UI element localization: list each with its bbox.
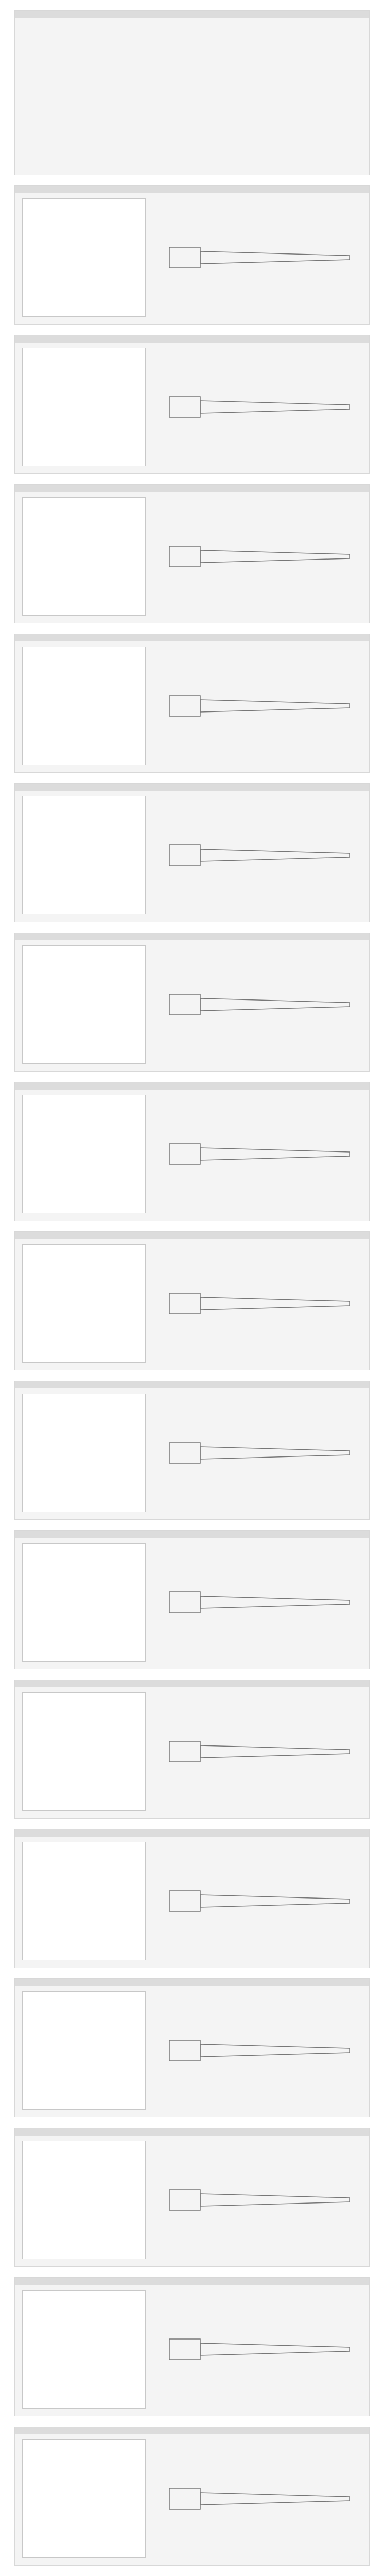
technical-drawing <box>164 1397 360 1509</box>
block-header-bar <box>15 2128 369 2136</box>
spec-table <box>22 945 146 1064</box>
product-block <box>14 634 370 773</box>
spec-table <box>22 647 146 765</box>
product-block <box>14 1978 370 2117</box>
technical-drawing <box>164 500 360 613</box>
spec-table <box>22 1394 146 1512</box>
technical-drawing-svg <box>164 2293 360 2405</box>
technical-drawing-svg <box>164 1696 360 1808</box>
technical-drawing <box>164 799 360 911</box>
block-header-bar <box>15 1979 369 1986</box>
technical-drawing <box>164 1098 360 1210</box>
product-block <box>14 1530 370 1669</box>
technical-drawing <box>164 1994 360 2107</box>
technical-drawing-svg <box>164 948 360 1061</box>
technical-drawing-svg <box>164 351 360 463</box>
technical-drawing-svg <box>164 1546 360 1658</box>
technical-drawing <box>164 2293 360 2405</box>
spec-table <box>22 2290 146 2409</box>
technical-drawing <box>164 1546 360 1658</box>
product-block <box>14 783 370 922</box>
technical-drawing-svg <box>164 650 360 762</box>
product-block <box>14 1829 370 1968</box>
spec-table <box>22 497 146 616</box>
spec-table <box>22 1095 146 1213</box>
product-block <box>14 2128 370 2267</box>
technical-drawing <box>164 650 360 762</box>
technical-drawing <box>164 1845 360 1957</box>
technical-drawing-svg <box>164 1845 360 1957</box>
block-header-bar <box>15 2278 369 2285</box>
block-header-bar <box>15 634 369 641</box>
product-block <box>14 1231 370 1370</box>
spec-table <box>22 348 146 466</box>
block-header-bar <box>15 1531 369 1538</box>
technical-drawing-svg <box>164 2443 360 2555</box>
legend-header-bar <box>15 11 369 18</box>
product-block <box>14 335 370 474</box>
product-block <box>14 1082 370 1221</box>
block-header-bar <box>15 1082 369 1090</box>
technical-drawing <box>164 948 360 1061</box>
technical-drawing-svg <box>164 1098 360 1210</box>
spec-table <box>22 2439 146 2558</box>
block-header-bar <box>15 1381 369 1388</box>
spec-table <box>22 796 146 914</box>
product-block <box>14 2427 370 2566</box>
block-header-bar <box>15 933 369 940</box>
block-header-bar <box>15 1680 369 1687</box>
product-block <box>14 2277 370 2416</box>
spec-table <box>22 1692 146 1811</box>
technical-drawing <box>164 351 360 463</box>
product-block <box>14 1381 370 1520</box>
block-header-bar <box>15 335 369 343</box>
technical-drawing <box>164 2144 360 2256</box>
spec-table <box>22 1991 146 2110</box>
technical-drawing-svg <box>164 201 360 314</box>
technical-drawing-svg <box>164 500 360 613</box>
model-number-legend <box>14 10 370 175</box>
spec-table <box>22 2141 146 2259</box>
product-block <box>14 484 370 623</box>
spec-table <box>22 1842 146 1960</box>
block-header-bar <box>15 1232 369 1239</box>
technical-drawing-svg <box>164 799 360 911</box>
product-block <box>14 1680 370 1819</box>
technical-drawing <box>164 201 360 314</box>
spec-table <box>22 198 146 317</box>
technical-drawing-svg <box>164 1397 360 1509</box>
block-header-bar <box>15 1829 369 1837</box>
spec-table <box>22 1244 146 1363</box>
block-header-bar <box>15 784 369 791</box>
technical-drawing <box>164 1696 360 1808</box>
technical-drawing-svg <box>164 2144 360 2256</box>
technical-drawing-svg <box>164 1247 360 1360</box>
spec-table <box>22 1543 146 1662</box>
product-block <box>14 933 370 1072</box>
technical-drawing <box>164 1247 360 1360</box>
product-block <box>14 185 370 325</box>
block-header-bar <box>15 485 369 492</box>
technical-drawing-svg <box>164 1994 360 2107</box>
block-header-bar <box>15 186 369 193</box>
block-header-bar <box>15 2427 369 2434</box>
technical-drawing <box>164 2443 360 2555</box>
